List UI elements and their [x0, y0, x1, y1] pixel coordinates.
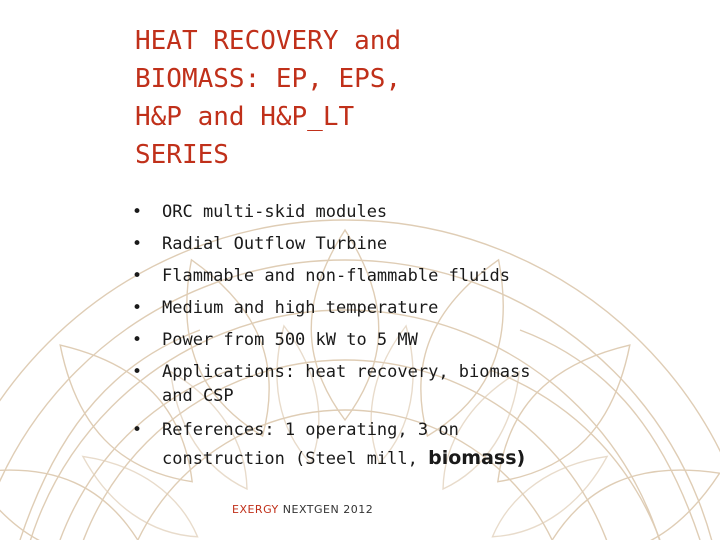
bullet-text-continued: construction (Steel mill, [162, 449, 429, 469]
bullet-item-applications [130, 360, 650, 408]
bullet-text: Radial Outflow Turbine [162, 234, 388, 254]
footer-brand: EXERGY [232, 503, 279, 516]
bullet-item [130, 328, 650, 352]
title-line: H&P and H&P_LT [135, 102, 355, 132]
slide-footer [232, 503, 373, 516]
title-line: BIOMASS: EP, EPS, [135, 64, 402, 94]
bullet-item [130, 200, 650, 224]
bullet-text-continued: and CSP [162, 386, 234, 406]
bullet-text: ORC multi-skid modules [162, 202, 388, 222]
bullet-item [130, 264, 650, 288]
bullet-item [130, 296, 650, 320]
bullet-icon: • [132, 234, 143, 254]
bullet-icon: • [132, 330, 143, 350]
footer-text: NEXTGEN 2012 [282, 503, 374, 516]
bullet-icon: • [132, 298, 143, 318]
bullet-text: References: 1 operating, 3 on [162, 420, 459, 440]
bullet-text: Flammable and non-flammable fluids [162, 266, 510, 286]
bullet-text: Power from 500 kW to 5 MW [162, 330, 418, 350]
bullet-list [130, 200, 650, 481]
bullet-icon: • [132, 266, 143, 286]
slide-title [135, 22, 655, 174]
title-line: SERIES [135, 140, 229, 170]
bullet-icon: • [132, 362, 143, 382]
bullet-text: Medium and high temperature [162, 298, 439, 318]
bullet-text-bold: biomass) [428, 447, 526, 469]
bullet-icon: • [132, 420, 143, 440]
title-line: HEAT RECOVERY and [135, 26, 402, 56]
bullet-icon: • [132, 202, 143, 222]
bullet-item [130, 232, 650, 256]
bullet-text: Applications: heat recovery, biomass [162, 362, 531, 382]
bullet-item-references [130, 416, 650, 473]
